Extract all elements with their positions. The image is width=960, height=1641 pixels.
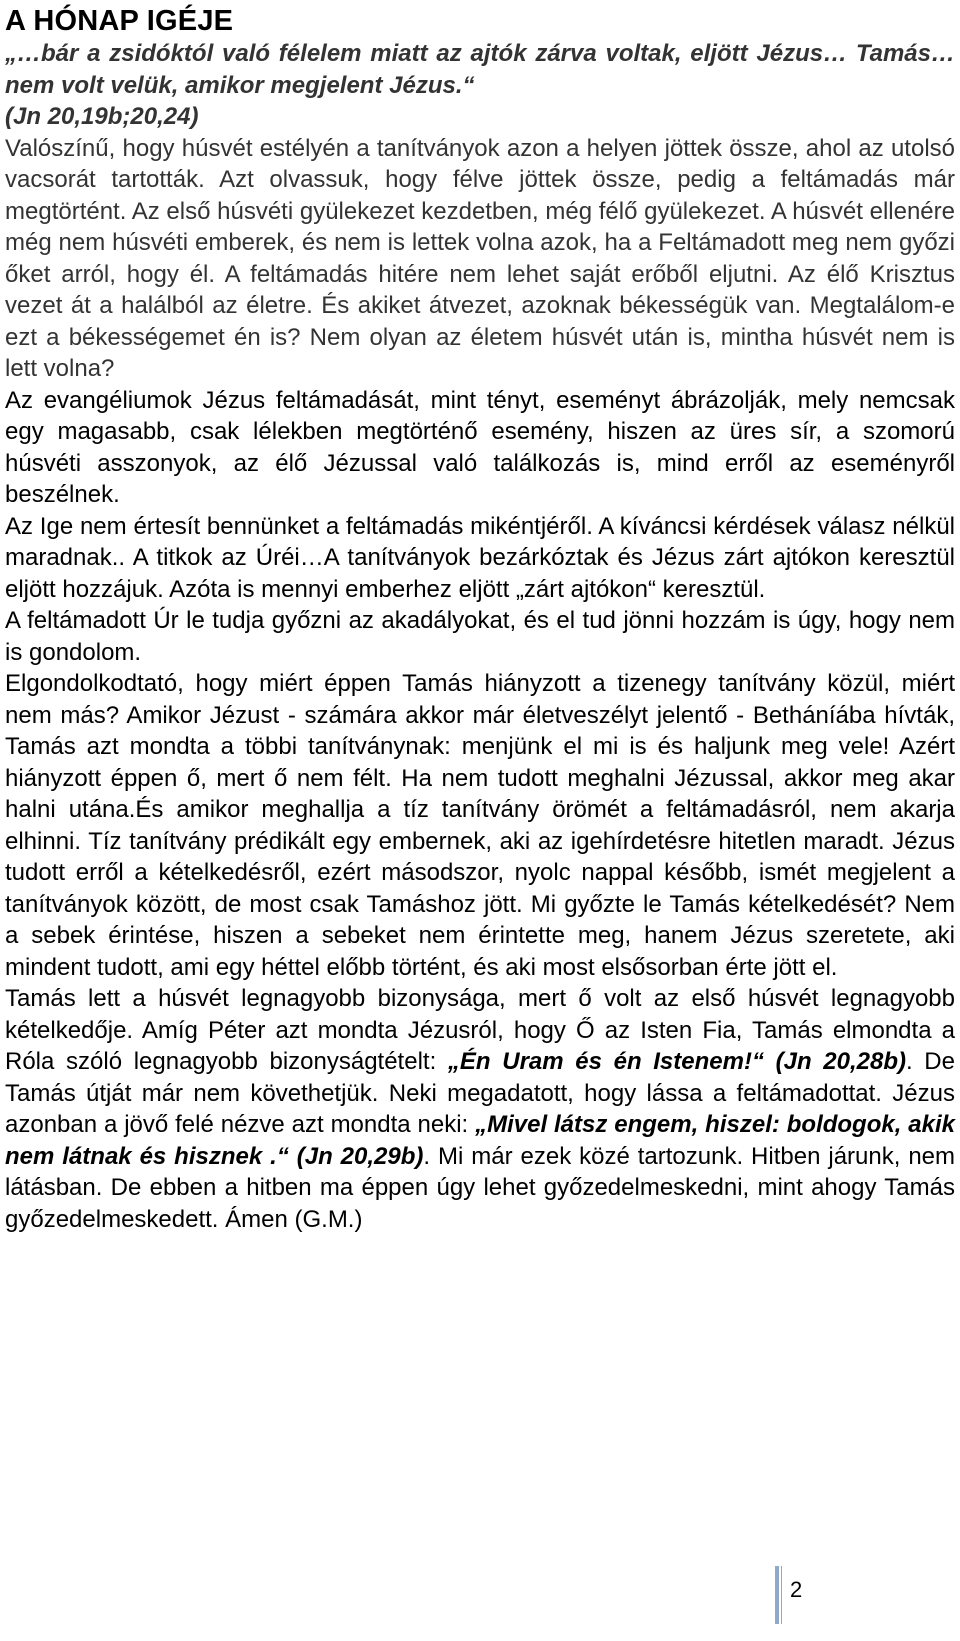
paragraph-6-part-a: Tamás lett a húsvét legnagyobb bizonysága, mert ő volt az első húsvét legnagyobb kételkedője. Amíg Péter azt mondta Jézusról, hogy Ő az Isten Fia, Tamás elmondta a Róla szóló legnagyobb bizonyságtételt:	[5, 985, 955, 1075]
bible-quote-reference: (Jn 20,19b;20,24)	[5, 103, 199, 130]
paragraph-6-quote-2: „Mivel látsz engem, hiszel: boldogok, akik nem látnak és hisznek .“ (Jn 20,29b)	[5, 1111, 955, 1170]
paragraph-6-part-c: . Mi már ezek közé tartozunk. Hitben járunk, nem látásban. De ebben a hitben ma éppen úgy lehet győzedelmeskedni, mint ahogy Tamás győzedelmeskedett. Ámen (G.M.)	[5, 1142, 956, 1233]
paragraph-3: Az Ige nem értesít bennünket a feltámadás mikéntjéről. A kíváncsi kérdések válasz nélkül maradnak.. A titkok az Úréi…A tanítványok bezárkóztak és Jézus zárt ajtókon keresztül eljött hozzájuk. Azóta is mennyi emberhez eljött „zárt ajtókon“ keresztül.	[5, 512, 955, 603]
page-number-bar-thin	[781, 1566, 782, 1624]
paragraph-4: A feltámadott Úr le tudja győzni az akadályokat, és el tud jönni hozzám is úgy, hogy nem is gondolom.	[5, 607, 955, 666]
paragraph-5: Elgondolkodtató, hogy miért éppen Tamás hiányzott a tizenegy tanítvány közül, miért nem más? Amikor Jézust - számára akkor már életveszélyt jelentő - Betháníába hívták, Tamás azt mondta a többi tanítványnak: menjünk el mi is és haljunk meg vele! Azért hiányzott éppen ő, mert ő nem félt. Ha nem tudott meghalni Jézussal, akkor meg akar halni utána.És amikor meghallja a tíz tanítvány örömét a feltámadásról, nem akarja elhinni. Tíz tanítvány prédikált egy embernek, aki az igehírdetésre hitetlen maradt. Jézus tudott erről a kételkedésről, ezért másodszor, nyolc nappal később, ismét megjelent a tanítványok között, de most csak Tamáshoz jött. Mi győzte le Tamás kételkedését? Nem a sebek érintése, hiszen a sebeket nem érintette meg, hanem Jézus szeretete, aki mindent tudott, ami egy héttel előbb történt, és aki most elsősorban érte jött el.	[5, 670, 955, 981]
paragraph-2: Az evangéliumok Jézus feltámadását, mint tényt, eseményt ábrázolják, mely nemcsak egy magasabb, csak lélekben megtörténő esemény, hiszen az üres sír, a szomorú húsvéti asszonyok, az élő Jézussal való találkozás is, mind erről az eseményről beszélnek.	[5, 386, 955, 508]
page-number: 2	[790, 1577, 803, 1602]
bible-quote: „…bár a zsidóktól való félelem miatt az ajtók zárva voltak, eljött Jézus… Tamás… nem volt velük, amikor megjelent Jézus.“	[5, 40, 955, 99]
paragraph-6-quote-1: „Én Uram és én Istenem!“ (Jn 20,28b)	[447, 1048, 906, 1075]
document-page	[5, 4, 955, 1235]
paragraph-6	[5, 983, 955, 1235]
paragraph-6-part-b: . De Tamás útját már nem követhetjük. Neki megadatott, hogy lássa a feltámadottat. Jézus azonban a jövő felé nézve azt mondta neki:	[5, 1048, 955, 1138]
page-number-bar	[775, 1566, 779, 1624]
paragraph-1: Valószínű, hogy húsvét estélyén a tanítványok azon a helyen jöttek össze, ahol az utolsó vacsorát tartották. Azt olvassuk, hogy félve jöttek össze, pedig a feltámadás már megtörtént. Az első húsvéti gyülekezet kezdetben, még félő gyülekezet. A húsvét ellenére még nem húsvéti emberek, és nem is lettek volna azok, ha a Feltámadott meg nem győzi őket arról, hogy él. A feltámadás hitére nem lehet saját erőből eljutni. Az élő Krisztus vezet át a halálból az életre. És akiket átvezet, azoknak békességük van. Megtalálom-e ezt a békességemet én is? Nem olyan az életem húsvét után is, mintha húsvét nem is lett volna?	[5, 134, 955, 382]
page-title: A HÓNAP IGÉJE	[5, 5, 234, 37]
